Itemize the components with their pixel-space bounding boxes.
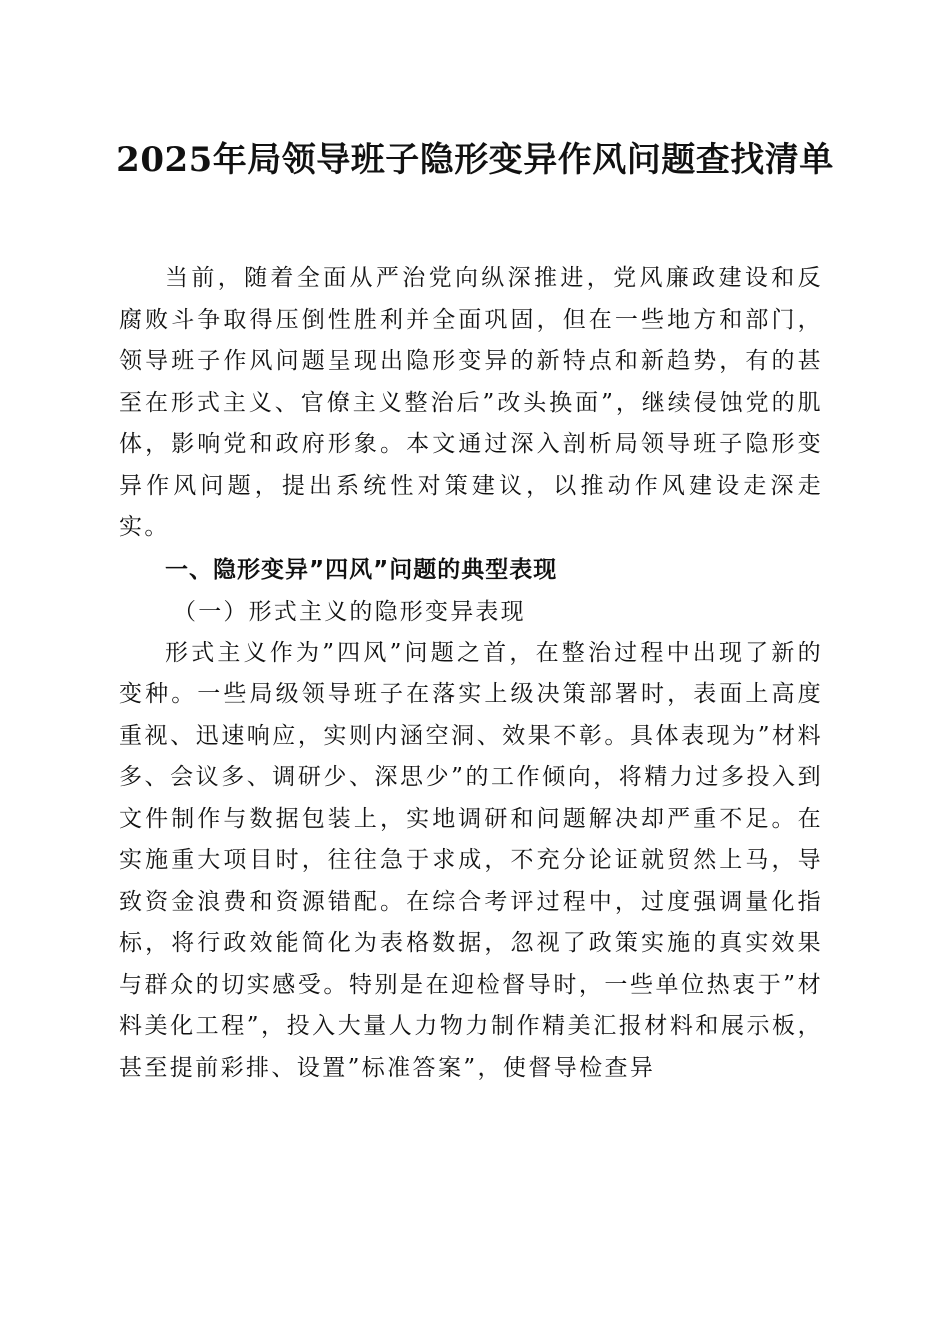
subsection-heading: （一）形式主义的隐形变异表现 [173, 598, 526, 625]
document-body [119, 258, 823, 1089]
section-paragraph: 形式主义作为”四风”问题之首，在整治过程中出现了新的变种。一些局级领导班子在落实上级决策部署时，表面上高度重视、迅速响应，实则内涵空洞、效果不彰。具体表现为”材料多、会议多、调研少、深思少”的工作倾向，将精力过多投入到文件制作与数据包装上，实地调研和问题解决却严重不足。在实施重大项目时，往往急于求成，不充分论证就贸然上马，导致资金浪费和资源错配。在综合考评过程中，过度强调量化指标，将行政效能简化为表格数据，忽视了政策实施的真实效果与群众的切实感受。特别是在迎检督导时，一些单位热衷于”材料美化工程”，投入大量人力物力制作精美汇报材料和展示板，甚至提前彩排、设置”标准答案”，使督导检查异 [119, 639, 823, 1081]
section-heading: 一、隐形变异”四风”问题的典型表现 [165, 556, 558, 583]
intro-paragraph: 当前，随着全面从严治党向纵深推进，党风廉政建设和反腐败斗争取得压倒性胜利并全面巩固，但在一些地方和部门，领导班子作风问题呈现出隐形变异的新特点和新趋势，有的甚至在形式主义、官僚主义整治后”改头换面”，继续侵蚀党的肌体，影响党和政府形象。本文通过深入剖析局领导班子隐形变异作风问题，提出系统性对策建议，以推动作风建设走深走实。 [119, 265, 823, 540]
document-title: 2025年局领导班子隐形变异作风问题查找清单 [116, 140, 834, 180]
